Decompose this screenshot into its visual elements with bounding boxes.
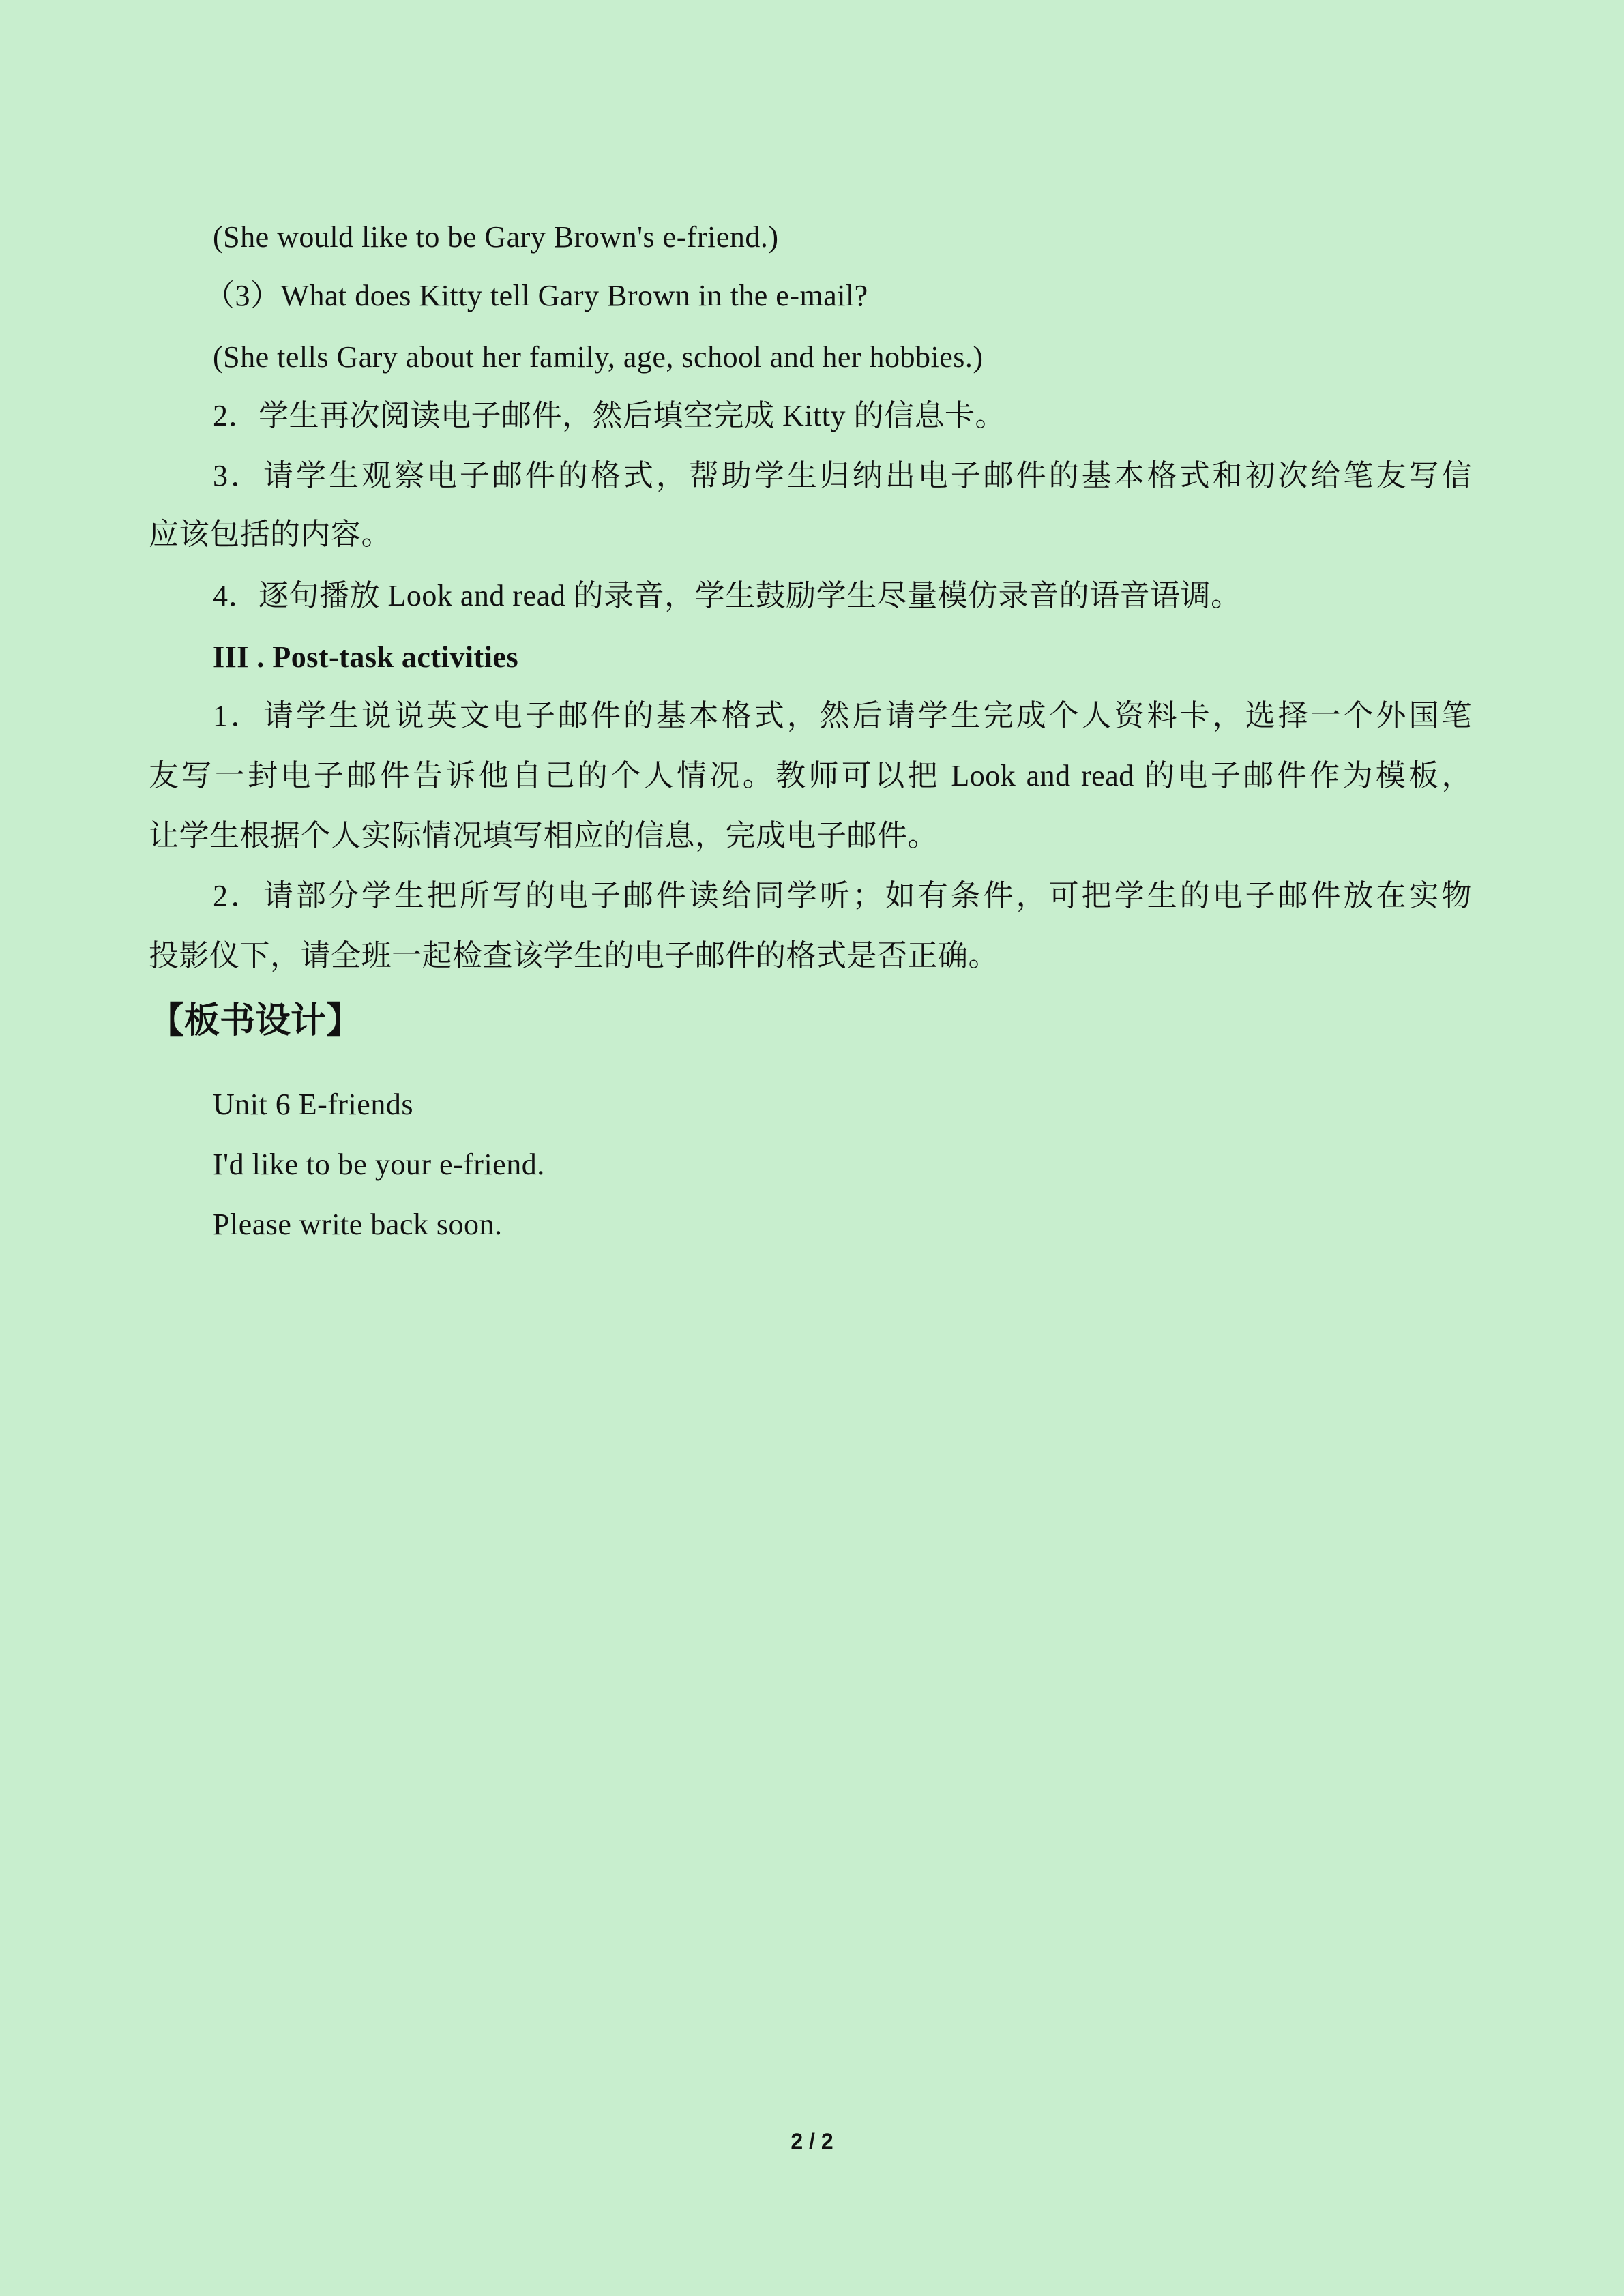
board-design-heading: 【板书设计】: [149, 1000, 362, 1041]
post-step-2-line-1: 2．请部分学生把所写的电子邮件读给同学听；如有条件，可把学生的电子邮件放在实物: [213, 879, 1472, 912]
page-number: 2 / 2: [791, 2129, 833, 2153]
board-line-1: Unit 6 E-friends: [213, 1088, 413, 1121]
board-line-3: Please write back soon.: [213, 1208, 503, 1241]
post-step-1-line-1: 1．请学生说说英文电子邮件的基本格式，然后请学生完成个人资料卡，选择一个外国笔: [213, 699, 1472, 732]
answer-line-2: (She would like to be Gary Brown's e-friend.): [213, 220, 779, 254]
section-heading-post-task: III . Post-task activities: [213, 640, 519, 674]
post-step-1-line-2: 友写一封电子邮件告诉他自己的个人情况。教师可以把 Look and read 的电子邮件作为模板，: [149, 759, 1472, 792]
board-line-2: I'd like to be your e-friend.: [213, 1148, 545, 1181]
question-3: （3）What does Kitty tell Gary Brown in the e-mail?: [205, 279, 868, 312]
step-3-line-2: 应该包括的内容。: [149, 518, 392, 551]
answer-line-3: (She tells Gary about her family, age, school and her hobbies.): [213, 340, 984, 374]
post-step-2-line-2: 投影仪下，请全班一起检查该学生的电子邮件的格式是否正确。: [149, 939, 999, 972]
step-3-line-1: 3．请学生观察电子邮件的格式，帮助学生归纳出电子邮件的基本格式和初次给笔友写信: [213, 459, 1472, 492]
step-2: 2．学生再次阅读电子邮件，然后填空完成 Kitty 的信息卡。: [213, 399, 1005, 432]
post-step-1-line-3: 让学生根据个人实际情况填写相应的信息，完成电子邮件。: [149, 819, 938, 852]
step-4: 4．逐句播放 Look and read 的录音，学生鼓励学生尽量模仿录音的语音语调。: [213, 579, 1241, 612]
